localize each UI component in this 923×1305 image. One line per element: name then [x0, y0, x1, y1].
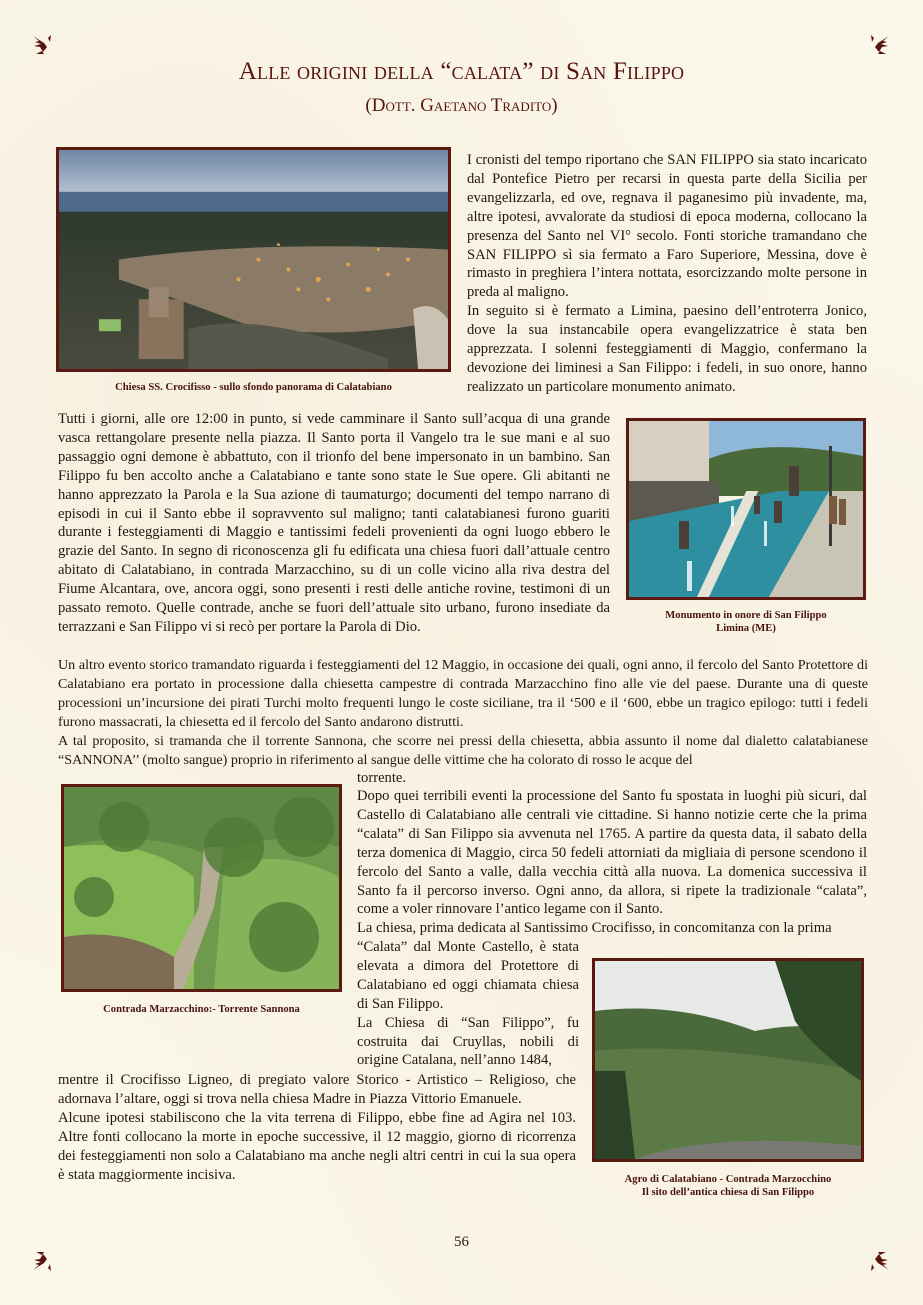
caption-line: Limina (ME): [716, 623, 776, 634]
corner-ornament-icon: [30, 1248, 56, 1274]
photo-caption-monument: [620, 609, 872, 635]
author-subtitle: (Dott. Gaetano Tradito): [365, 95, 558, 116]
page-title: Alle origini della “calata” di San Filippo: [238, 58, 685, 85]
panorama-image: [59, 150, 448, 369]
intro-text: [467, 151, 867, 397]
closing-text: [58, 1071, 576, 1184]
photo-torrente-sannona: [61, 784, 342, 992]
photo-monument-limina: [626, 418, 866, 600]
calata-paragraph: La chiesa, prima dedicata al Santissimo Crocifisso, in concomitanza con la prima: [357, 920, 832, 937]
closing-paragraph: mentre il Crocifisso Ligneo, di pregiato valore Storico - Artistico – Religioso, che adornava l’altare, oggi si trova nella chiesa Madre in Piazza Vittorio Emanuele.: [58, 1072, 576, 1107]
church-paragraph: La Chiesa di “San Filippo”, fu costruita dai Cruyllas, nobili di origine Catalana, nell’anno 1484,: [357, 1014, 579, 1069]
corner-ornament-icon: [30, 32, 56, 58]
caption-line: Agro di Calatabiano - Contrada Marzocchino: [624, 1174, 832, 1185]
torrent-image: [64, 787, 339, 989]
monument-text: [58, 410, 610, 637]
caption-line: Monumento in onore di San Filippo: [665, 610, 827, 621]
torrent-word: torrente.: [357, 770, 407, 786]
church-text: [357, 938, 579, 1070]
photo-panorama-calatabiano: [56, 147, 451, 372]
photo-caption-panorama: Chiesa SS. Crocifisso - sullo sfondo panorama di Calatabiano: [115, 382, 392, 393]
photo-caption-torrent: Contrada Marzacchino:- Torrente Sannona: [103, 1004, 300, 1015]
monument-paragraph: Tutti i giorni, alle ore 12:00 in punto, si vede camminare il Santo sull’acqua di una grande vasca rettangolare presente nella piazza. Il Santo porta il Vangelo tra le sue mani e al suo passaggio ogni demone è abbattuto, con il trionfo del bene impersonato in un bambino. San Filippo fu ben accolto anche a Calatabiano e tante sono state le Sue opere. Gli abitanti ne hanno apprezzato la Parola e la Sua azione di taumaturgo; documenti del tempo narrano di episodi in cui il Santo ebbe il sopravvento sul maligno; tanti calatabianesi furono guariti durante i festeggiamenti di Maggio e tantissimi fedeli provenienti da ogni luogo ebbero le grazie del Santo. In segno di riconoscenza gli fu edificata una chiesa fuori dall’attuale centro abitato di Calatabiano, in contrada Marzacchino, su di un colle vicino alla riva destra del Fiume Alcantara, ove, ancora oggi, sono presenti i resti delle antiche rovine, testimoni di un passato remoto. Quelle contrade, anche se fuori dell’attuale sito urbano, furono insediate da terrazzani e San Filippo vi si recò per portare la Parola di Dio.: [58, 411, 610, 635]
calata-text: [357, 787, 867, 938]
calata-paragraph: Dopo quei terribili eventi la processione del Santo fu spostata in luoghi più sicuri, dal Castello di Calatabiano alle centrali vie cittadine. Si hanno notizie certe che la prima “calata” di San Filippo sia avvenuta nel 1765. A partire da questa data, il sabato della terza domenica di Maggio, circa 50 fedeli attorniati da migliaia di persone scendono il fercolo del Santo a valle, dalla vecchia città alla nuova. La domenica successiva il Santo fa il percorso inverso. Ogni anno, da allora, si ripete la tradizionale “calata”, come a voler rinnovare l’antico legame con il Santo.: [357, 788, 867, 918]
history-text: [58, 656, 868, 769]
photo-agro-calatabiano: [592, 958, 864, 1162]
intro-paragraph: I cronisti del tempo riportano che SAN FILIPPO sia stato incaricato dal Pontefice Pietro per recarsi in questa parte della Sicilia per evangelizzarla, ed ove, regnava il paganesimo più invadente, ma, altre ipotesi, avvalorate da studiosi di epoca moderna, collocano la presenza del Santo nel VI° secolo. Fonti storiche tramandano che SAN FILIPPO sì sia fermato a Faro Superiore, Messina, dove è rimasto in preghiera l’intera nottata, esorcizzando molte persone in preda al maligno.: [467, 152, 867, 301]
monument-image: [629, 421, 863, 597]
corner-ornament-icon: [866, 1248, 892, 1274]
intro-paragraph: In seguito si è fermato a Limina, paesino dell’entroterra Jonico, dove la sua instancabile opera evangelizzatrice è stata ben apprezzata. I solenni festeggiamenti di Maggio, confermano la devozione dei liminesi a San Filippo: i fedeli, in suo onore, hanno realizzato un particolare monumento animato.: [467, 303, 867, 395]
agro-image: [595, 961, 861, 1159]
corner-ornament-icon: [866, 32, 892, 58]
closing-paragraph: Alcune ipotesi stabiliscono che la vita terrena di Filippo, ebbe fine ad Agira nel 103. Altre fonti collocano la morte in epoche successive, il 12 maggio, giorno di ricorrenza dei festeggiamenti non solo a Calatabiano ma anche negli altri centri in cui la sua opera è stata maggiormente incisiva.: [58, 1109, 576, 1183]
history-paragraph: Un altro evento storico tramandato riguarda i festeggiamenti del 12 Maggio, in occasione dei quali, ogni anno, il fercolo del Santo Protettore di Calatabiano era portato in processione dalla chiesetta campestre di contrada Marzacchino fino alle vie del paese. Durante una di queste processioni un’incursione dei pirati Turchi molto frequenti lungo le coste siciliane, tra il ‘500 e il ‘600, ebbe un tragico epilogo: tutti i fedeli furono massacrati, la chiesetta ed il fercolo del Santo andarono distrutti.: [58, 657, 868, 730]
history-paragraph: A tal proposito, si tramanda che il torrente Sannona, che scorre nei pressi della chiesetta, abbia assunto il nome dal dialetto calatabianese “SANNONA’’ (molto sangue) proprio in riferimento al sangue delle vittime che ha colorato di rosso le acque del: [58, 732, 868, 768]
church-paragraph: “Calata” dal Monte Castello, è stata elevata a dimora del Protettore di Calatabiano ed oggi chiamata chiesa di San Filippo.: [357, 939, 579, 1012]
photo-caption-agro: [592, 1173, 864, 1199]
caption-line: Il sito dell’antica chiesa di San Filippo: [641, 1187, 815, 1198]
page-number: 56: [454, 1234, 469, 1250]
